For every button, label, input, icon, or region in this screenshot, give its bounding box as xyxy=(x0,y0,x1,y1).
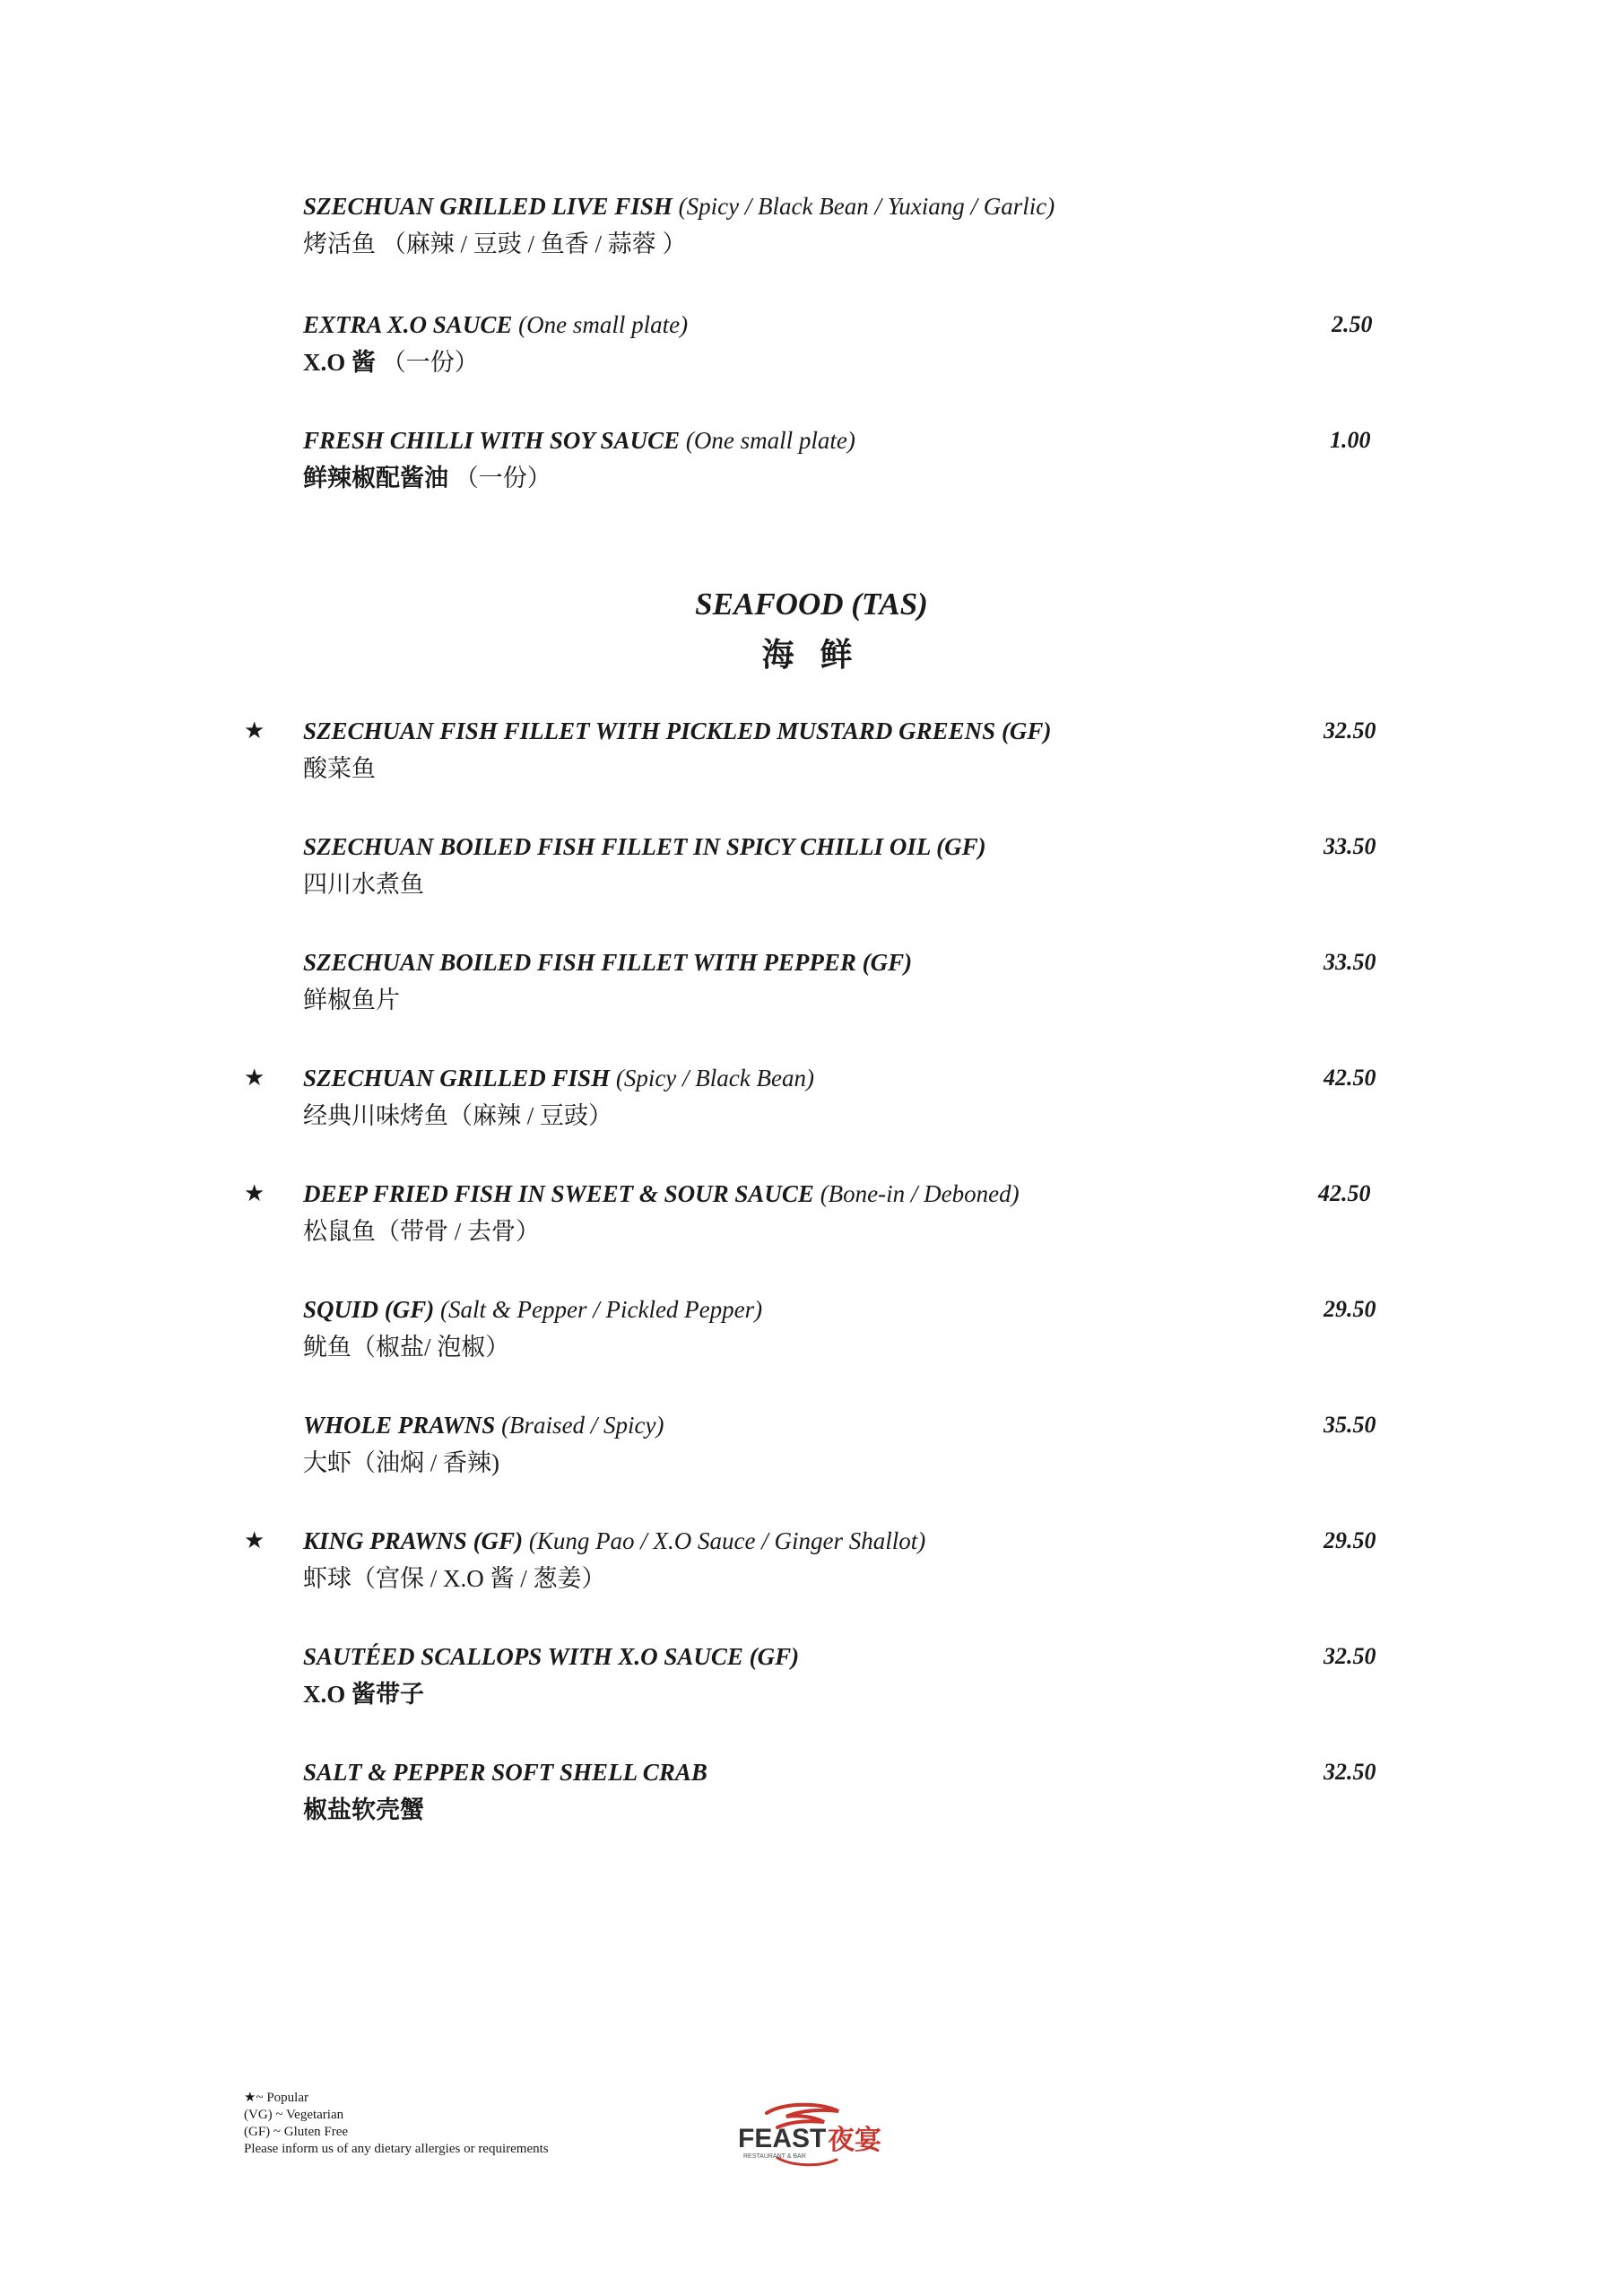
popular-star-icon: ★ xyxy=(244,1180,265,1206)
legend-popular: ★~ Popular xyxy=(244,2091,308,2105)
item-options: (Spicy / Black Bean / Yuxiang / Garlic) xyxy=(672,193,1055,220)
item-chinese-note: （一份） xyxy=(448,465,551,491)
section-title-cn: 海 鲜 xyxy=(761,637,862,673)
item-price: 2.50 xyxy=(1332,311,1373,337)
item-name: SZECHUAN GRILLED FISH xyxy=(303,1065,611,1091)
item-price: 33.50 xyxy=(1324,949,1376,975)
item-price: 29.50 xyxy=(1324,1527,1376,1553)
item-name: SQUID (GF) xyxy=(303,1296,435,1323)
item-chinese-name: 烤活鱼 （麻辣 / 豆豉 / 鱼香 / 蒜蓉 ） xyxy=(303,230,687,257)
logo-text-cn: 夜宴 xyxy=(828,2125,881,2156)
legend-allergy-note: Please inform us of any dietary allergies or requirements xyxy=(244,2142,549,2156)
item-chinese-name: 四川水煮鱼 xyxy=(303,871,424,898)
item-options: (Bone-in / Deboned) xyxy=(813,1180,1020,1207)
legend-vegetarian: (VG) ~ Vegetarian xyxy=(244,2108,344,2122)
item-chinese-name: 酸菜鱼 xyxy=(303,755,376,782)
item-chinese-name: 鲜辣椒配酱油 xyxy=(303,465,448,491)
item-price: 35.50 xyxy=(1324,1412,1376,1438)
item-options: (Braised / Spicy) xyxy=(495,1412,664,1439)
item-options: (Kung Pao / X.O Sauce / Ginger Shallot) xyxy=(523,1527,926,1554)
item-options: (Salt & Pepper / Pickled Pepper) xyxy=(434,1296,763,1323)
menu-item xyxy=(303,191,1379,259)
item-chinese-name: 鲜椒鱼片 xyxy=(303,987,400,1013)
item-chinese-name: 鱿鱼（椒盐/ 泡椒） xyxy=(303,1334,510,1361)
item-price: 42.50 xyxy=(1318,1180,1371,1206)
logo-subtitle: RESTAURANT & BAR xyxy=(743,2153,806,2160)
menu-item xyxy=(303,1294,1379,1362)
item-name: SZECHUAN FISH FILLET WITH PICKLED MUSTARD GREENS (GF) xyxy=(303,718,1052,744)
item-name: WHOLE PRAWNS xyxy=(303,1412,496,1439)
item-options: (Spicy / Black Bean) xyxy=(610,1065,814,1091)
menu-item xyxy=(303,1063,1379,1131)
logo-text-en: FEAST xyxy=(738,2124,827,2153)
legend-gluten-free: (GF) ~ Gluten Free xyxy=(244,2125,349,2139)
item-name: SZECHUAN BOILED FISH FILLET IN SPICY CHILLI OIL (GF) xyxy=(303,833,986,860)
menu-item xyxy=(303,831,1379,900)
item-name: SAUTÉED SCALLOPS WITH X.O SAUCE (GF) xyxy=(303,1643,800,1670)
popular-star-icon: ★ xyxy=(244,1527,265,1553)
item-name: EXTRA X.O SAUCE xyxy=(303,311,513,338)
item-price: 32.50 xyxy=(1324,718,1376,744)
item-price: 33.50 xyxy=(1324,833,1376,859)
item-price: 32.50 xyxy=(1324,1759,1376,1785)
section-title-en: SEAFOOD (TAS) xyxy=(695,587,928,622)
item-chinese-name: 经典川味烤鱼（麻辣 / 豆豉） xyxy=(303,1102,613,1129)
menu-item xyxy=(303,947,1379,1015)
item-price: 1.00 xyxy=(1330,427,1371,453)
dragon-logo-icon xyxy=(731,2100,892,2172)
popular-star-icon: ★ xyxy=(244,1065,265,1091)
item-name: KING PRAWNS (GF) xyxy=(303,1527,524,1554)
menu-item xyxy=(303,1526,1379,1594)
menu-item xyxy=(303,716,1379,784)
item-chinese-name: X.O 酱带子 xyxy=(303,1681,424,1708)
item-name: SZECHUAN GRILLED LIVE FISH xyxy=(303,193,673,220)
item-price: 29.50 xyxy=(1324,1296,1376,1322)
item-options: (One small plate) xyxy=(512,311,689,338)
item-chinese-name: X.O 酱 xyxy=(303,349,376,376)
item-chinese-name: 虾球（宫保 / X.O 酱 / 葱姜） xyxy=(303,1565,606,1592)
menu-item xyxy=(303,1757,1379,1825)
item-options: (One small plate) xyxy=(680,427,855,454)
section-heading xyxy=(0,585,1623,675)
legend xyxy=(244,2090,549,2158)
menu-item xyxy=(303,1641,1379,1709)
item-name: SALT & PEPPER SOFT SHELL CRAB xyxy=(303,1759,707,1786)
menu-item xyxy=(303,1178,1379,1247)
popular-star-icon: ★ xyxy=(244,718,265,744)
item-chinese-name: 大虾（油焖 / 香辣) xyxy=(303,1449,499,1476)
item-name: SZECHUAN BOILED FISH FILLET WITH PEPPER (GF) xyxy=(303,949,913,976)
item-chinese-name: 松鼠鱼（带骨 / 去骨） xyxy=(303,1218,541,1245)
menu-item xyxy=(303,1410,1379,1478)
item-name: FRESH CHILLI WITH SOY SAUCE xyxy=(303,427,681,454)
menu-item xyxy=(303,425,1379,493)
item-chinese-name: 椒盐软壳蟹 xyxy=(303,1796,424,1823)
restaurant-logo xyxy=(731,2100,892,2172)
item-price: 42.50 xyxy=(1324,1065,1376,1091)
item-chinese-note: （一份） xyxy=(376,349,479,376)
menu-item xyxy=(303,309,1379,378)
item-name: DEEP FRIED FISH IN SWEET & SOUR SAUCE xyxy=(303,1180,814,1207)
item-price: 32.50 xyxy=(1324,1643,1376,1669)
